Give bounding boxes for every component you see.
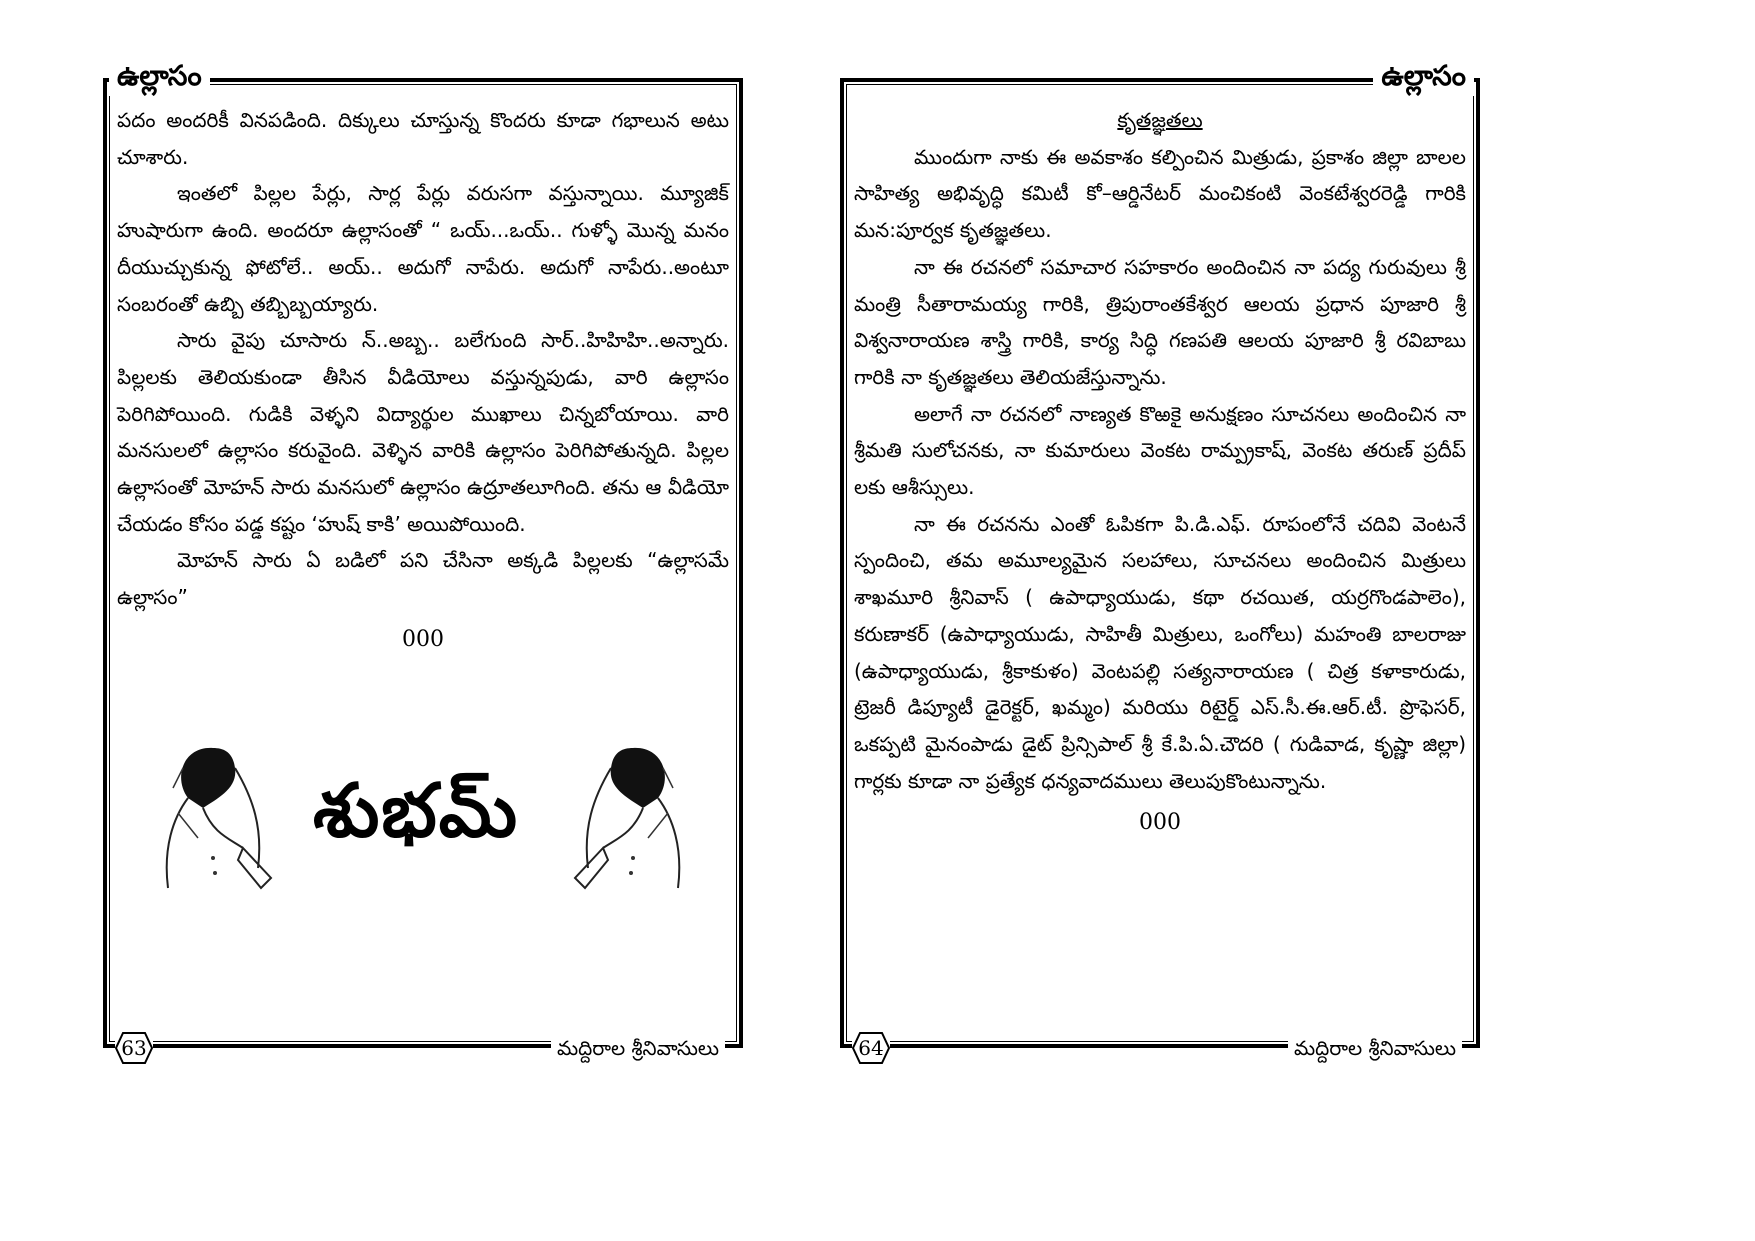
running-header: ఉల్లాసం <box>1373 56 1474 96</box>
paragraph: మోహన్ సారు ఏ బడిలో పని చేసినా అక్కడి పిల్లలకు “ఉల్లాసమే ఉల్లాసం” <box>117 548 729 610</box>
page-number <box>852 1032 890 1064</box>
shubham-illustration <box>143 738 703 918</box>
paragraph: సారు వైపు చూసారు న్..అబ్బ.. బలేగుంది సార్..హిహిహి..అన్నారు. పిల్లలకు తెలియకుండా తీసిన వీడియోలు వస్తున్నపుడు, వారి ఉల్లాసం పెరిగిపోయింది. గుడికి వెళ్ళని విద్యార్థుల ముఖాలు చిన్నబోయాయి. వారి మనసులలో ఉల్లాసం కరువైంది. వెళ్ళిన వారికి ఉల్లాసం పెరిగిపోతున్నది. పిల్లల ఉల్లాసంతో మోహన్ సారు మనసులో ఉల్లాసం ఉద్రూతలూగింది. తను ఆ వీడియో చేయడం కోసం పడ్డ కష్టం ‘హుష్ కాకి’ అయిపోయింది. <box>117 328 729 536</box>
page-body <box>854 102 1466 842</box>
section-end-marker: 000 <box>1139 810 1181 836</box>
page-number <box>115 1032 153 1064</box>
page-body <box>117 102 729 659</box>
page-63 <box>103 59 743 1060</box>
paragraph: నా ఈ రచనను ఎంతో ఓపికగా పి.డి.ఎఫ్. రూపంలోనే చదివి వెంటనే స్పందించి, తమ అమూల్యమైన సలహాలు, సూచనలు అందించిన మిత్రులు శాఖమూరి శ్రీనివాస్ ( ఉపాధ్యాయుడు, కథా రచయిత, యర్రగొండపాలెం), కరుణాకర్ (ఉపాధ్యాయుడు, సాహితీ మిత్రులు, ఒంగోలు) మహంతి బాలరాజు (ఉపాధ్యాయుడు, శ్రీకాకుళం) వెంటపల్లి సత్యనారాయణ ( చిత్ర కళాకారుడు, ట్రెజరీ డిప్యూటీ డైరెక్టర్, ఖమ్మం) మరియు రిటైర్డ్ ఎస్.సీ.ఈ.ఆర్.టీ. ప్రొఫెసర్, ఒకప్పటి మైనంపాడు డైట్ ప్రిన్సిపాల్ శ్రీ కే.పి.ఏ.చౌదరి ( గుడివాడ, కృష్ణా జిల్లా) గార్లకు కూడా నా ప్రత్యేక ధన్యవాదములు తెలుపుకొంటున్నాను. <box>854 511 1466 793</box>
footer-author: మద్దిరాల శ్రీనివాసులు <box>551 1030 725 1066</box>
shubham-text: శుభమ్ <box>313 768 520 854</box>
paragraph: పదం అందరికీ వినపడింది. దిక్కులు చూస్తున్న కొందరు కూడా గభాలున అటు చూశారు. <box>117 108 729 169</box>
section-title: కృతజ్ఞతలు <box>1117 108 1203 132</box>
namaste-figure-left <box>143 738 293 908</box>
page-64 <box>840 59 1480 1060</box>
paragraph: అలాగే నా రచనలో నాణ్యత కొఱకై అనుక్షణం సూచనలు అందించిన నా శ్రీమతి సులోచనకు, నా కుమారులు వెంకట రామ్ప్రకాష్, వెంకట తరుణ్ ప్రదీప్ లకు ఆశీస్సులు. <box>854 401 1466 500</box>
page-number-text: 63 <box>121 1036 147 1060</box>
running-header: ఉల్లాసం <box>109 56 210 96</box>
paragraph: ఇంతలో పిల్లల పేర్లు, సార్ల పేర్లు వరుసగా వస్తున్నాయి. మ్యూజిక్ హుషారుగా ఉంది. అందరూ ఉల్లాసంతో “ ఒయ్...ఒయ్.. గుళ్ళో మొన్న మనం దీయుచ్చుకున్న ఫోటోలే.. అయ్.. అదుగో నాపేరు. అదుగో నాపేరు..అంటూ సంబరంతో ఉబ్బి తబ్బిబ్బయ్యారు. <box>117 181 729 316</box>
paragraph: నా ఈ రచనలో సమాచార సహకారం అందించిన నా పద్య గురువులు శ్రీ మంత్రి సీతారామయ్య గారికి, త్రిపురాంతకేశ్వర ఆలయ ప్రధాన పూజారి శ్రీ విశ్వనారాయణ శాస్త్రి గారికి, కార్య సిద్ధి గణపతి ఆలయ పూజారి శ్రీ రవిబాబు గారికి నా కృతజ్ఞతలు తెలియజేస్తున్నాను. <box>854 254 1466 389</box>
namaste-figure-right <box>553 738 703 908</box>
paragraph: ముందుగా నాకు ఈ అవకాశం కల్పించిన మిత్రుడు, ప్రకాశం జిల్లా బాలల సాహిత్య అభివృద్ధి కమిటీ కో–ఆర్డినేటర్ మంచికంటి వెంకటేశ్వరరెడ్డి గారికి మన:పూర్వక కృతజ్ఞతలు. <box>854 144 1466 243</box>
section-end-marker: 000 <box>402 626 444 652</box>
page-number-text: 64 <box>858 1036 884 1060</box>
footer-author: మద్దిరాల శ్రీనివాసులు <box>1288 1030 1462 1066</box>
